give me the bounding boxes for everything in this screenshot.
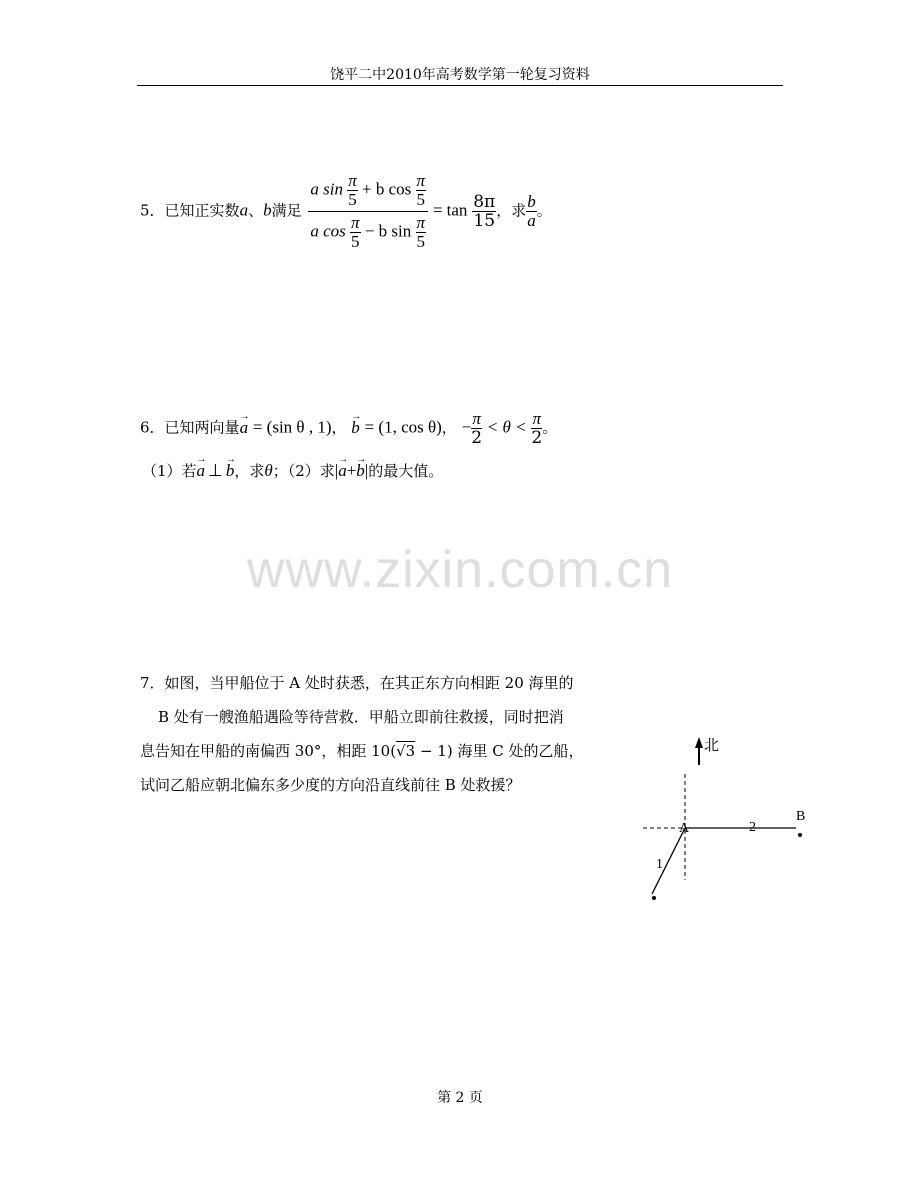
q5-pi-over-5-c: $\frac{\pi}{5}$ [351, 213, 360, 251]
q6-part2-label: ；（2）求 [272, 462, 335, 480]
q7-line-4: 试问乙船应朝北偏东多少度的方向沿直线前往 B 处救援？ [140, 776, 521, 794]
label-ab-length: 2 [749, 820, 756, 835]
q5-var-b: b [263, 200, 272, 220]
q6-part1-vector-b: → b [226, 461, 235, 481]
q5-pre: 已知正实数 [164, 201, 240, 220]
label-a: A [679, 821, 690, 836]
q5-tan-arg: $\frac{8\pi}{15}$ [473, 192, 496, 231]
q6-part2-ask: 的最大值。 [368, 462, 444, 480]
q5-den-part1: a cos [310, 221, 346, 241]
q6-theta: θ [264, 461, 273, 480]
q6-part2-vector-a: → a [338, 461, 347, 481]
q6-bar-left: | [334, 461, 339, 480]
q7-line-3b: − 1) 海里 C 处的乙船， [415, 742, 584, 760]
q5-end: 。 [536, 201, 552, 220]
q6-number: 6． [140, 418, 165, 437]
q7-line-1: 7．如图，当甲船位于 A 处时获悉，在其正东方向相距 20 海里的 [140, 674, 574, 692]
q5-number: 5． [140, 201, 165, 220]
q6-plus: + [346, 461, 357, 480]
label-ac-length: 1 [656, 857, 663, 872]
q6-vector-a: → a [240, 418, 249, 438]
q5-num-part2: + b cos [362, 179, 412, 199]
q6-perp: ⊥ [208, 461, 223, 480]
q6-a-def: = (sin θ , 1) [252, 417, 332, 437]
q6-pi-over-2-right: $\frac{\pi}{2}$ [531, 409, 543, 448]
q6-minus: − [461, 417, 472, 437]
q7-sqrt: √3 [396, 742, 416, 760]
north-label: 北 [704, 736, 720, 754]
q5-ask: ，求 [496, 201, 527, 220]
q6-comma-2: ， [441, 418, 457, 437]
q6-end: 。 [542, 418, 558, 437]
q6-bar-right: | [364, 461, 369, 480]
q5-sep: 、 [248, 201, 264, 220]
q6-pre: 已知两向量 [164, 418, 240, 437]
point-b [798, 833, 802, 837]
q5-pi-over-5-b: $\frac{\pi}{5}$ [416, 171, 426, 209]
q6-inequality: < θ < [486, 417, 527, 437]
point-c [652, 896, 656, 900]
q6-part2-vector-b: → b [356, 461, 365, 481]
label-b: B [796, 809, 806, 824]
q6-pi-over-2-left: $\frac{\pi}{2}$ [471, 409, 483, 448]
q6-part1-ask: ，求 [234, 462, 265, 480]
q5-eq-tan: = tan [432, 200, 468, 220]
page-footer: 第 2 页 [437, 1090, 483, 1106]
page-header: 饶平二中2010年高考数学第一轮复习资料 [330, 67, 590, 83]
q5-pi-over-5-a: $\frac{\pi}{5}$ [348, 171, 357, 209]
q6-part1-vector-a: → a [197, 461, 206, 481]
q5-num-part1: a sin [310, 179, 343, 199]
q5-pi-over-5-d: $\frac{\pi}{5}$ [416, 213, 426, 251]
q7-line-2: B 处有一艘渔船遇险等待营救．甲船立即前往救援，同时把消 [158, 708, 564, 726]
q5-cond: 满足 [271, 201, 302, 220]
watermark: www.zixin.com.cn [246, 541, 674, 599]
q6-vector-b: → b [351, 418, 360, 438]
q5-b-over-a: $\frac{b}{a}$ [527, 192, 536, 230]
q6-comma: ， [331, 418, 347, 437]
q5-var-a: a [239, 200, 249, 220]
q5-den-part2: − b sin [364, 221, 412, 241]
q6-part1-label: （1）若 [142, 462, 197, 480]
q7-line-3a: 息告知在甲船的南偏西 30°，相距 10( [140, 742, 397, 760]
north-arrow-head [695, 737, 703, 748]
q6-b-def: = (1, cos θ) [364, 417, 442, 437]
